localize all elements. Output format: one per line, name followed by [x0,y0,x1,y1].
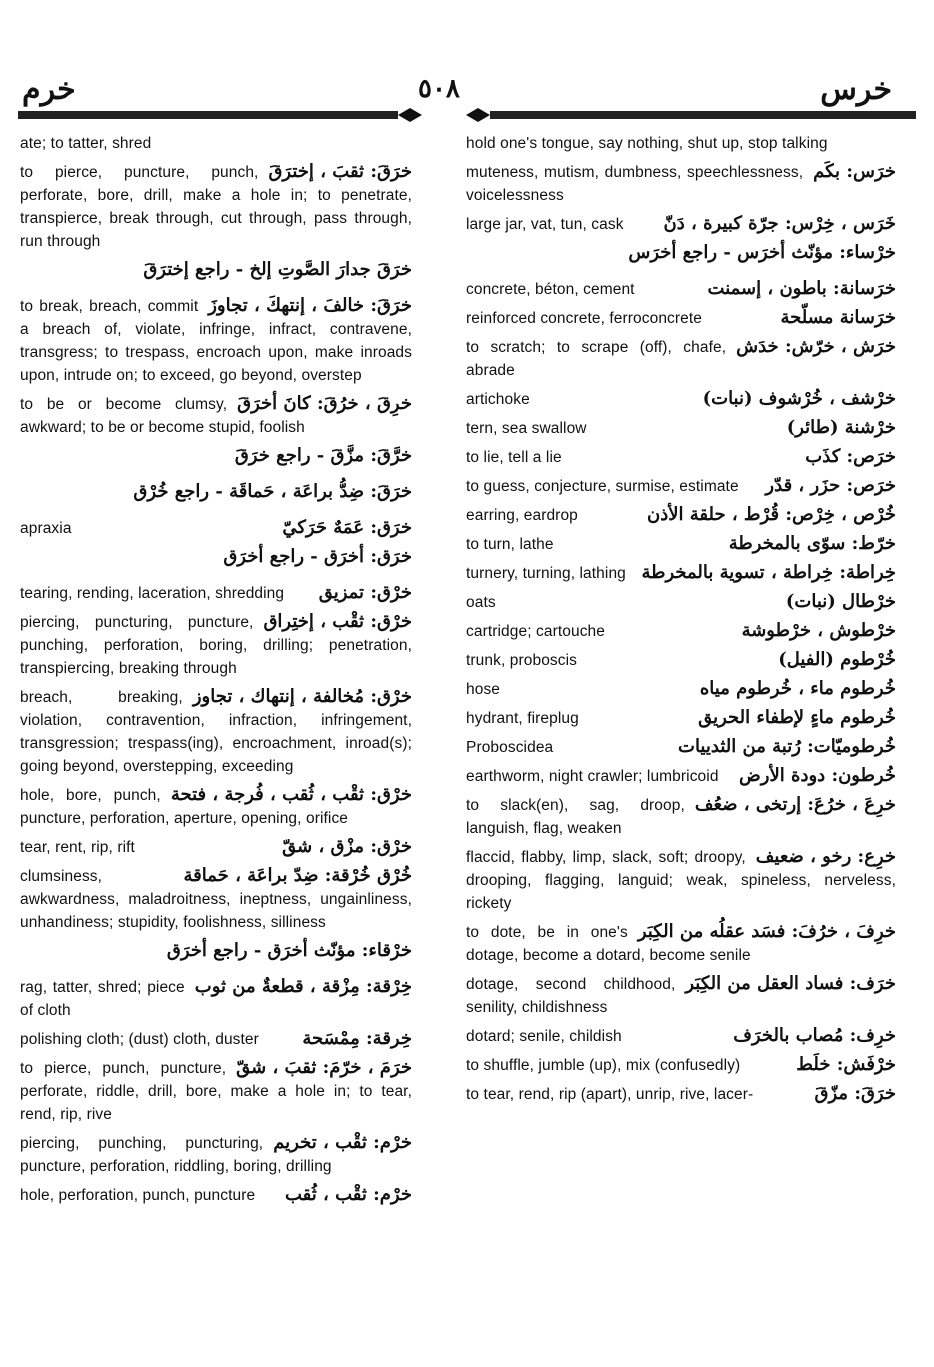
dictionary-entry [466,736,896,759]
english-definition: to tear, rend, rip (apart), unrip, rive, lacer- [466,1086,754,1103]
dictionary-entry [466,620,896,643]
arabic-headword: خرِف: مُصاب بالخرَف [727,1025,896,1046]
arabic-headword: خرَق: أخرَق - راجع أخرَق [223,546,412,567]
dictionary-entry [466,1054,896,1077]
rule-left-bar [18,111,398,119]
dictionary-entry [20,836,412,859]
english-definition: hold one's tongue, say nothing, shut up, stop talking [466,135,828,152]
english-definition: cartridge; cartouche [466,623,605,640]
english-definition: rag, tatter, shred; piece of cloth [20,979,185,1019]
dictionary-entry [466,417,896,440]
english-definition: to be or become clumsy, awkward; to be or become stupid, foolish [20,396,305,436]
arabic-headword: خرْق: تمزيق [313,582,412,603]
arabic-headword: خرِع: رخو ، ضعيف [750,846,896,867]
dictionary-entry [20,976,412,1022]
dictionary-entry [466,794,896,840]
english-definition: muteness, mutism, dumbness, speechlessness, voicelessness [466,164,804,204]
arabic-headword: خرَق: عَمَهٌ حَرَكيّ [276,517,412,538]
arabic-headword: خرَص: حزَر ، قدّر [759,475,896,496]
english-definition: ate; to tatter, shred [20,135,152,152]
dictionary-entry [466,707,896,730]
arabic-headword: خِرقة: مِمْسَحة [296,1028,412,1049]
arabic-headword: خُرْق خُرْقة: ضِدّ براعَة ، حَماقة [178,865,412,886]
arabic-headword: خَرَس ، خِرْس: جرّة كبيرة ، دَنّ [658,213,896,234]
dictionary-entry [20,161,412,253]
english-definition: dotard; senile, childish [466,1028,622,1045]
dictionary-entry [466,132,896,155]
arabic-headword: خرْشف ، خُرْشوف (نبات) [697,388,896,409]
arabic-headword: خرَف: فساد العقل من الكِبَر [679,973,896,994]
dictionary-entry [20,517,412,540]
english-definition: hole, perforation, punch, puncture [20,1187,256,1204]
arabic-headword: خُرطوم ماءٍ لإطفاء الحريق [692,707,896,728]
arabic-headword: خرْطوش ، خرْطوشة [736,620,896,641]
english-definition: artichoke [466,391,530,408]
dictionary-entry [20,1057,412,1126]
dictionary-entry [466,278,896,301]
arabic-headword: خرَسانة: باطون ، إسمنت [702,278,896,299]
arabic-headword: خرْق: ثقْب ، ثُقب ، فُرجة ، فتحة [165,784,412,805]
dictionary-entry [20,481,412,513]
dictionary-entry [466,649,896,672]
arabic-headword: خرْم: ثقْب ، ثُقب [279,1184,412,1205]
arabic-headword: خِراطة: خِراطة ، تسوية بالمخرطة [635,562,896,583]
dictionary-entry [20,1028,412,1051]
arabic-headword: خُرْص ، خِرْص: قُرْط ، حلقة الأذن [641,504,896,525]
right-running-headword: خرس [820,72,892,107]
dictionary-entry [20,865,412,934]
dictionary-entry [20,686,412,778]
dictionary-entry [466,921,896,967]
dictionary-entry [466,562,896,585]
english-definition: hydrant, fireplug [466,710,579,727]
right-column [466,132,896,1112]
english-definition: hose [466,681,501,698]
dictionary-entry [466,846,896,915]
english-definition: to shuffle, jumble (up), mix (confusedly) [466,1057,741,1074]
arabic-headword: خرَش ، خرّش: خدَش [730,336,896,357]
arabic-headword: خرْق: مُخالفة ، إنتهاك ، تجاوز [187,686,412,707]
english-definition: clumsiness, awkwardness, maladroitness, ineptness, ungainliness, unhandiness; stupidity, foolishness, silliness [20,868,412,931]
dictionary-entry [466,678,896,701]
left-running-headword: خرم [22,72,76,107]
arabic-headword: خرَقَ: خالفَ ، إنتهكَ ، تجاوزَ [202,295,412,316]
arabic-headword: خرْفَش: خلَط [790,1054,896,1075]
page-header [0,0,934,130]
arabic-headword: خرْطال (نبات) [780,591,896,612]
english-definition: earring, eardrop [466,507,578,524]
arabic-headword: خرْق: مزْق ، شقّ [276,836,412,857]
english-definition: trunk, proboscis [466,652,578,669]
arabic-headword: خُرطون: دودة الأرض [733,765,896,786]
english-definition: piercing, punching, puncturing, puncture, perforation, riddling, boring, drilling [20,1135,332,1175]
english-definition: Proboscidea [466,739,554,756]
dictionary-entry [20,546,412,578]
english-definition: tear, rent, rip, rift [20,839,135,856]
dictionary-entry [466,1025,896,1048]
arabic-headword: خرِعَ ، خرُعَ: إرتخى ، ضعُف [689,794,896,815]
english-definition: to pierce, punch, puncture, perforate, riddle, drill, bore, make a hole in; to tear, rend, rip, rive [20,1060,412,1123]
english-definition: dotage, second childhood, senility, childishness [466,976,676,1016]
dictionary-entry [20,132,412,155]
dictionary-entry [466,446,896,469]
english-definition: to pierce, puncture, punch, perforate, bore, drill, make a hole in; to penetrate, transpierce, break through, cut through, pass through, run through [20,164,412,250]
arabic-headword: خرّط: سوّى بالمخرطة [723,533,896,554]
arabic-headword: خرْم: ثقْب ، تخريم [267,1132,412,1153]
dictionary-entry [20,784,412,830]
dictionary-entry [466,242,896,274]
english-definition: piercing, puncturing, puncture, punching, perforation, boring, drilling; penetration, transpiercing, breaking through [20,614,412,677]
dictionary-entry [466,1083,896,1106]
dictionary-entry [20,1184,412,1207]
dictionary-entry [466,765,896,788]
arabic-headword: خرِفَ ، خرُفَ: فسَد عقلُه من الكِبَر [632,921,896,942]
dictionary-entry [466,533,896,556]
arabic-headword: خرَس: بكَم [807,161,896,182]
dictionary-entry [20,393,412,439]
arabic-headword: خرِقَ ، خرُقَ: كانَ أخرَقَ [231,393,412,414]
english-definition: flaccid, flabby, limp, slack, soft; droopy, drooping, flagging, languid; weak, spineless, nerveless, rickety [466,849,896,912]
english-definition: tearing, rending, laceration, shredding [20,585,285,602]
left-column [20,132,412,1213]
english-definition: to break, breach, commit a breach of, violate, infringe, infract, contravene, transgress; to trespass, encroach upon, make inroads upon, intrude on; to exceed, go beyond, overstep [20,298,412,384]
dictionary-entry [20,295,412,387]
dictionary-entry [20,445,412,477]
rule-left-diamond [398,108,422,122]
english-definition: tern, sea swallow [466,420,587,437]
english-definition: to guess, conjecture, surmise, estimate [466,478,739,495]
english-definition: breach, breaking, violation, contravention, infraction, infringement, transgression; trespass(ing), encroachment, inroad(s); going beyond, overstepping, exceeding [20,689,412,775]
dictionary-entry [466,388,896,411]
arabic-headword: خرَص: كذَب [799,446,896,467]
arabic-headword: خرْشنة (طائر) [781,417,896,438]
arabic-headword: خرَمَ ، خرّمَ: ثقبَ ، شقّ [230,1057,412,1078]
english-definition: apraxia [20,520,72,537]
english-definition: large jar, vat, tun, cask [466,216,624,233]
arabic-headword: خرَقَ جدارَ الصَّوتِ إلخ - راجع إخترَقَ [143,259,412,280]
english-definition: reinforced concrete, ferroconcrete [466,310,703,327]
english-definition: to dote, be in one's dotage, become a dotard, become senile [466,924,751,964]
english-definition: to turn, lathe [466,536,554,553]
english-definition: turnery, turning, lathing [466,565,626,582]
arabic-headword: خرَقَ: ثقبَ ، إخترَقَ [262,161,412,182]
dictionary-entry [20,259,412,291]
rule-right-diamond [466,108,490,122]
dictionary-entry [466,973,896,1019]
arabic-headword: خرَسانة مسلّحة [775,307,896,328]
english-definition: to scratch; to scrape (off), chafe, abrade [466,339,727,379]
rule-right-bar [490,111,916,119]
english-definition: oats [466,594,496,611]
arabic-headword: خرْقاء: مؤنّث أخرَق - راجع أخرَق [166,940,412,961]
dictionary-entry [466,161,896,207]
arabic-headword: خِرْقة: مِزْقة ، قطعةٌ من ثوب [189,976,412,997]
dictionary-entry [466,307,896,330]
arabic-headword: خرَقَ: ضِدُّ براعَة ، حَماقَة - راجع خُرْق [133,481,412,502]
arabic-headword: خرْساء: مؤنّث أخرَس - راجع أخرَس [628,242,896,263]
arabic-headword: خُرطوم ماء ، خُرطوم مياه [694,678,896,699]
dictionary-entry [20,940,412,972]
arabic-headword: خُرطوميّات: رُتبة من الثدييات [672,736,896,757]
dictionary-entry [20,611,412,680]
dictionary-entry [20,1132,412,1178]
dictionary-entry [466,213,896,236]
page-number: ٥٠٨ [418,74,460,104]
dictionary-entry [466,475,896,498]
dictionary-entry [20,582,412,605]
dictionary-entry [466,591,896,614]
header-rule [18,108,916,122]
arabic-headword: خُرْطوم (الفيل) [772,649,896,670]
arabic-headword: خرْق: ثقْب ، إختِراق [257,611,412,632]
english-definition: polishing cloth; (dust) cloth, duster [20,1031,259,1048]
dictionary-entry [466,504,896,527]
arabic-headword: خرَّقَ: مزَّقَ - راجع خرَقَ [234,445,412,466]
english-definition: hole, bore, punch, puncture, perforation, aperture, opening, orifice [20,787,349,827]
dictionary-entry [466,336,896,382]
english-definition: to slack(en), sag, droop, languish, flag, weaken [466,797,685,837]
english-definition: concrete, béton, cement [466,281,635,298]
arabic-headword: خرَقَ: مزّقَ [809,1083,896,1104]
english-definition: to lie, tell a lie [466,449,562,466]
english-definition: earthworm, night crawler; lumbricoid [466,768,719,785]
